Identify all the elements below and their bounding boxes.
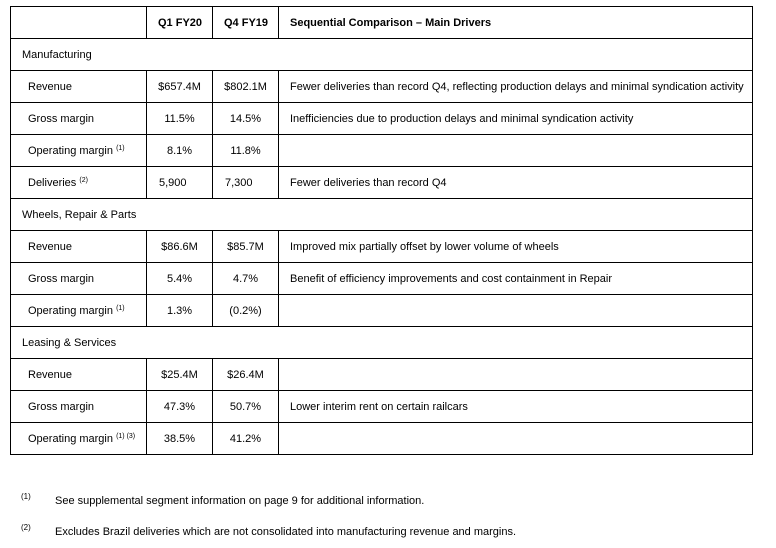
table-row bbox=[11, 103, 753, 135]
q1-value: 5.4% bbox=[147, 263, 213, 295]
table-row bbox=[11, 391, 753, 423]
row-label-text: Operating margin bbox=[28, 432, 113, 445]
row-label bbox=[11, 391, 147, 423]
footnote-mark: (1) bbox=[21, 492, 31, 501]
footnote-mark: (2) bbox=[21, 523, 31, 532]
row-label-text: Gross margin bbox=[28, 272, 95, 285]
row-label bbox=[11, 359, 147, 391]
section-title: Manufacturing bbox=[11, 39, 753, 71]
q1-value: 1.3% bbox=[147, 295, 213, 327]
q4-value: 50.7% bbox=[213, 391, 279, 423]
row-label bbox=[11, 167, 147, 199]
q1-value: $86.6M bbox=[147, 231, 213, 263]
section-row-manufacturing bbox=[11, 39, 753, 71]
q4-value: 7,300 bbox=[213, 167, 279, 199]
footnote-text: Excludes Brazil deliveries which are not consolidated into manufacturing revenue and margins. bbox=[55, 526, 517, 538]
row-label-text: Deliveries bbox=[28, 176, 77, 189]
row-label bbox=[11, 423, 147, 455]
row-label bbox=[11, 295, 147, 327]
row-label-text: Gross margin bbox=[28, 112, 95, 125]
table-row bbox=[11, 231, 753, 263]
q4-value: $85.7M bbox=[213, 231, 279, 263]
row-label-text: Revenue bbox=[28, 80, 73, 93]
driver-text bbox=[279, 295, 753, 327]
driver-text: Fewer deliveries than record Q4 bbox=[279, 167, 753, 199]
row-label-text: Revenue bbox=[28, 368, 73, 381]
q1-value: 38.5% bbox=[147, 423, 213, 455]
table-row bbox=[11, 263, 753, 295]
driver-text: Fewer deliveries than record Q4, reflecting production delays and minimal syndication activity bbox=[279, 71, 753, 103]
driver-text: Lower interim rent on certain railcars bbox=[279, 391, 753, 423]
table-row bbox=[11, 167, 753, 199]
q4-value: $26.4M bbox=[213, 359, 279, 391]
footnote-ref: (1) (3) bbox=[116, 432, 136, 440]
q4-value: 4.7% bbox=[213, 263, 279, 295]
row-label bbox=[11, 231, 147, 263]
q4-value: 41.2% bbox=[213, 423, 279, 455]
q1-value: $657.4M bbox=[147, 71, 213, 103]
q1-value: 5,900 bbox=[147, 167, 213, 199]
footnote-ref: (1) bbox=[116, 144, 125, 152]
header-main-drivers: Sequential Comparison – Main Drivers bbox=[279, 7, 753, 39]
q4-value: 11.8% bbox=[213, 135, 279, 167]
footnote-ref: (1) bbox=[116, 304, 125, 312]
table-row bbox=[11, 423, 753, 455]
driver-text bbox=[279, 359, 753, 391]
section-row-wheels-repair-parts bbox=[11, 199, 753, 231]
row-label bbox=[11, 263, 147, 295]
header-row bbox=[11, 7, 753, 39]
q1-value: 8.1% bbox=[147, 135, 213, 167]
footnote-text: See supplemental segment information on page 9 for additional information. bbox=[55, 495, 425, 507]
driver-text bbox=[279, 135, 753, 167]
table-row bbox=[11, 135, 753, 167]
driver-text: Benefit of efficiency improvements and cost containment in Repair bbox=[279, 263, 753, 295]
q4-value: 14.5% bbox=[213, 103, 279, 135]
section-row-leasing-services bbox=[11, 327, 753, 359]
row-label bbox=[11, 135, 147, 167]
table-row bbox=[11, 359, 753, 391]
driver-text: Inefficiencies due to production delays and minimal syndication activity bbox=[279, 103, 753, 135]
row-label bbox=[11, 71, 147, 103]
row-label-text: Operating margin bbox=[28, 304, 113, 317]
section-title: Leasing & Services bbox=[11, 327, 753, 359]
q4-value: $802.1M bbox=[213, 71, 279, 103]
header-q1-fy20: Q1 FY20 bbox=[147, 7, 213, 39]
table-row bbox=[11, 71, 753, 103]
section-title: Wheels, Repair & Parts bbox=[11, 199, 753, 231]
driver-text: Improved mix partially offset by lower volume of wheels bbox=[279, 231, 753, 263]
segment-comparison-table bbox=[10, 6, 753, 455]
q4-value: (0.2%) bbox=[213, 295, 279, 327]
row-label-text: Revenue bbox=[28, 240, 73, 253]
row-label bbox=[11, 103, 147, 135]
header-q4-fy19: Q4 FY19 bbox=[213, 7, 279, 39]
table-row bbox=[11, 295, 753, 327]
q1-value: $25.4M bbox=[147, 359, 213, 391]
header-label-cell bbox=[11, 7, 147, 39]
footnote-ref: (2) bbox=[79, 176, 88, 184]
row-label-text: Gross margin bbox=[28, 400, 95, 413]
driver-text bbox=[279, 423, 753, 455]
q1-value: 47.3% bbox=[147, 391, 213, 423]
q1-value: 11.5% bbox=[147, 103, 213, 135]
row-label-text: Operating margin bbox=[28, 144, 113, 157]
